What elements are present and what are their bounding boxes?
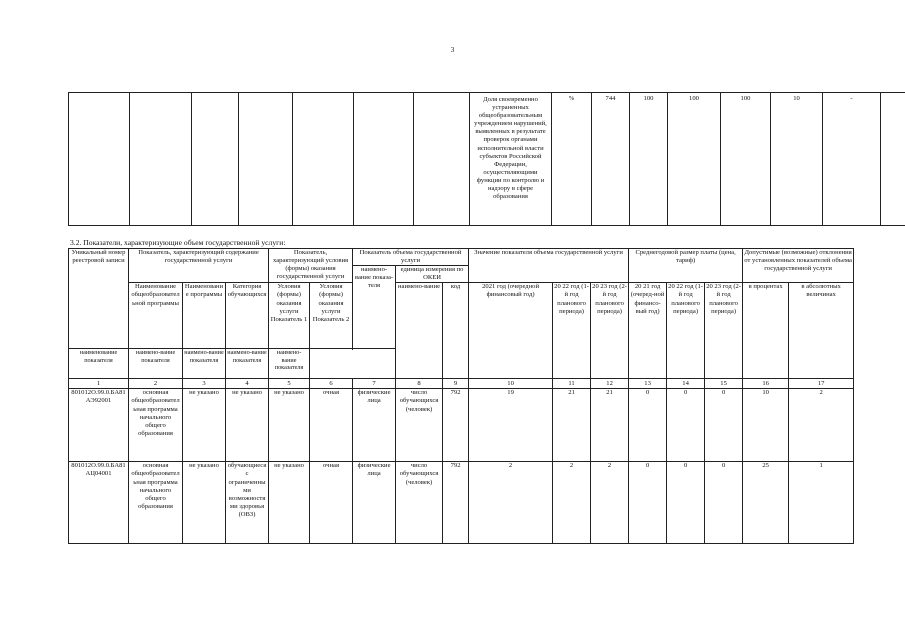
unit-cell: % — [552, 93, 592, 226]
header-sub-name: наимено-вание показателя — [269, 349, 310, 379]
table-cell: 1 — [789, 462, 854, 544]
table-cell: 0 — [667, 462, 705, 544]
value-cell: 100 — [721, 93, 771, 226]
header-value-year-3: 20 23 год (2-й год планового периода) — [591, 283, 629, 379]
table-cell: 2 — [789, 389, 854, 462]
header-condition-2: Условия (формы) оказания услуги Показатель 2 — [310, 283, 353, 349]
table-cell: 2 — [469, 462, 553, 544]
table-cell — [293, 93, 354, 226]
table-cell: не указано — [269, 389, 310, 462]
header-volume-unit: единица измерения по ОКЕИ — [396, 266, 469, 283]
header-sub-name: наименование показателя — [69, 349, 129, 379]
table-row — [69, 389, 854, 462]
column-number: 11 — [553, 379, 591, 389]
header-sub-name: наимено-вание показателя — [183, 349, 226, 379]
header-volume-name: наимено-вание показа-теля — [353, 266, 396, 349]
table-cell: обучающиеся с ограниченными возможностями здоровья (ОВЗ) — [226, 462, 269, 544]
header-unit-name: наимено-вание — [396, 283, 443, 379]
indicator-name-cell: Доля своевременно устраненных общеобразовательным учреждением нарушений, выявленных в результате проверок органами исполнительной власти субъектов Российской Федерации, осуществляющими функции по контролю и надзору в сфере образования — [470, 93, 552, 226]
table-cell: 792 — [443, 389, 469, 462]
table-cell — [414, 93, 470, 226]
column-number: 17 — [789, 379, 854, 389]
column-number: 4 — [226, 379, 269, 389]
column-number: 2 — [129, 379, 183, 389]
header-row — [69, 283, 854, 349]
header-sub-name: наимено-вание показателя — [129, 349, 183, 379]
header-deviation-absolute: в абсолютных величинах — [789, 283, 854, 379]
header-value-year-1: 2021 год (очередной финансовый год) — [469, 283, 553, 379]
header-content-2: Наименование программы — [183, 283, 226, 349]
column-number: 9 — [443, 379, 469, 389]
column-number: 12 — [591, 379, 629, 389]
header-deviation-percent: в процентах — [743, 283, 789, 379]
table-cell: 0 — [705, 462, 743, 544]
value-cell: 10 — [771, 93, 823, 226]
header-content-3: Категория обучающихся — [226, 283, 269, 349]
header-value-group: Значение показателя объема государственной услуги — [469, 249, 629, 283]
table-cell — [239, 93, 293, 226]
table-cell: 10 — [743, 389, 789, 462]
value-cell: 100 — [668, 93, 721, 226]
table-cell: 792 — [443, 462, 469, 544]
table-cell: 0 — [629, 462, 667, 544]
header-unit-code: код — [443, 283, 469, 379]
table-cell: 25 — [743, 462, 789, 544]
header-conditions-group: Показатель, характеризующий условия (формы) оказания государственной услуги — [269, 249, 353, 283]
table-cell: очная — [310, 389, 353, 462]
table-cell: 2 — [591, 462, 629, 544]
table-cell: число обучающихся (человек) — [396, 462, 443, 544]
header-deviation-group: Допустимые (возможные) отклонения от установленных показателей объема государственной услуги — [743, 249, 854, 283]
table-cell: 0 — [629, 389, 667, 462]
table-cell: число обучающихся (человек) — [396, 389, 443, 462]
table-cell — [69, 93, 130, 226]
header-fee-year-2: 20 22 год (1-й год планового периода) — [667, 283, 705, 379]
header-content-group: Показатель, характеризующий содержание государственной услуги — [129, 249, 269, 283]
okei-code-cell: 744 — [592, 93, 630, 226]
table-cell: 0 — [705, 389, 743, 462]
table-cell — [881, 93, 905, 226]
table-row — [69, 93, 905, 226]
header-condition-1: Условия (формы) оказания услуги Показатель 1 — [269, 283, 310, 349]
table-cell — [130, 93, 192, 226]
header-fee-year-3: 20 23 год (2-й год планового периода) — [705, 283, 743, 379]
table-cell — [354, 93, 414, 226]
column-number: 6 — [310, 379, 353, 389]
page-number: 3 — [450, 46, 455, 54]
table-cell: не указано — [226, 389, 269, 462]
table-cell: 801012О.99.0.БА81АЭ92001 — [69, 389, 129, 462]
table-cell: 19 — [469, 389, 553, 462]
header-fee-year-1: 20 21 год (очеред-ной финансо-вый год) — [629, 283, 667, 379]
table-cell: основная общеобразовательная программа начального общего образования — [129, 389, 183, 462]
column-number: 13 — [629, 379, 667, 389]
section-title: 3.2. Показатели, характеризующие объем государственной услуги: — [70, 238, 286, 247]
header-value-year-2: 20 22 год (1-й год планового периода) — [553, 283, 591, 379]
table-cell: 0 — [667, 389, 705, 462]
header-sub-name: наимено-вание показателя — [226, 349, 269, 379]
column-number: 1 — [69, 379, 129, 389]
table-row — [69, 462, 854, 544]
table-cell: физические лица — [353, 462, 396, 544]
table-cell: 21 — [591, 389, 629, 462]
column-number: 5 — [269, 379, 310, 389]
table-cell: 21 — [553, 389, 591, 462]
value-cell: - — [823, 93, 881, 226]
table-cell: основная общеобразовательная программа начального общего образования — [129, 462, 183, 544]
quality-indicators-table — [68, 92, 905, 226]
column-number: 8 — [396, 379, 443, 389]
table-cell: физические лица — [353, 389, 396, 462]
volume-indicators-table — [68, 248, 854, 544]
column-number: 3 — [183, 379, 226, 389]
column-number: 7 — [353, 379, 396, 389]
header-volume-group: Показатель объема государственной услуги — [353, 249, 469, 266]
column-number: 10 — [469, 379, 553, 389]
table-cell: не указано — [183, 389, 226, 462]
table-cell: не указано — [269, 462, 310, 544]
header-content-1: Наименование общеобразовательной программы — [129, 283, 183, 349]
column-number: 16 — [743, 379, 789, 389]
table-cell: не указано — [183, 462, 226, 544]
header-unique-number: Уникальный номер реестровой записи — [69, 249, 129, 349]
column-number: 14 — [667, 379, 705, 389]
header-fee-group: Среднегодовой размер платы (цена, тариф) — [629, 249, 743, 283]
table-cell: 2 — [553, 462, 591, 544]
table-cell: очная — [310, 462, 353, 544]
value-cell: 100 — [630, 93, 668, 226]
header-row — [69, 249, 854, 266]
column-number: 15 — [705, 379, 743, 389]
table-cell — [192, 93, 239, 226]
column-number-row — [69, 379, 854, 389]
table-cell: 801012О.99.0.БА81АЦ04001 — [69, 462, 129, 544]
